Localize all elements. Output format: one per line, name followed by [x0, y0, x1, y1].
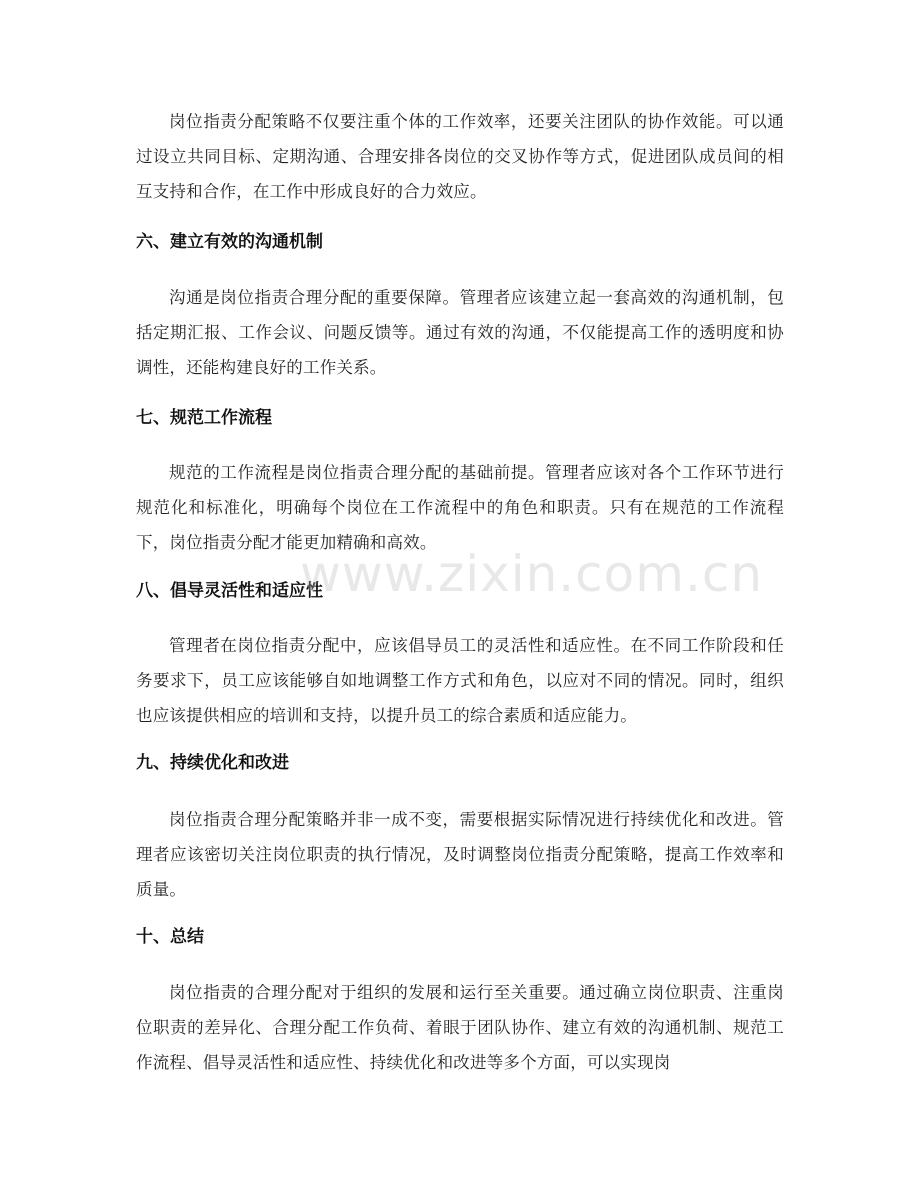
paragraph-workflow: 规范的工作流程是岗位指责合理分配的基础前提。管理者应该对各个工作环节进行规范化和标准化，明确每个岗位在工作流程中的角色和职责。只有在规范的工作流程下，岗位指责分配才能更加精确和高效。 [136, 463, 784, 552]
heading-summary: 十、总结 [136, 927, 204, 947]
paragraph-team-collaboration: 岗位指责分配策略不仅要注重个体的工作效率，还要关注团队的协作效能。可以通过设立共同目标、定期沟通、合理安排各岗位的交叉协作等方式，促进团队成员间的相互支持和合作，在工作中形成良好的合力效应。 [136, 112, 784, 201]
heading-continuous-improvement: 九、持续优化和改进 [136, 753, 289, 773]
heading-standardize-workflow: 七、规范工作流程 [136, 408, 272, 428]
paragraph-flexibility: 管理者在岗位指责分配中，应该倡导员工的灵活性和适应性。在不同工作阶段和任务要求下，员工应该能够自如地调整工作方式和角色，以应对不同的情况。同时，组织也应该提供相应的培训和支持，以提升员工的综合素质和适应能力。 [136, 636, 784, 725]
paragraph-summary: 岗位指责的合理分配对于组织的发展和运行至关重要。通过确立岗位职责、注重岗位职责的差异化、合理分配工作负荷、着眼于团队协作、建立有效的沟通机制、规范工作流程、倡导灵活性和适应性、持续优化和改进等多个方面，可以实现岗 [136, 983, 784, 1072]
paragraph-improvement: 岗位指责合理分配策略并非一成不变，需要根据实际情况进行持续优化和改进。管理者应该密切关注岗位职责的执行情况，及时调整岗位指责分配策略，提高工作效率和质量。 [136, 810, 784, 899]
heading-flexibility-adaptability: 八、倡导灵活性和适应性 [136, 581, 323, 601]
watermark: www.zixin.com.cn [300, 545, 764, 603]
heading-communication-mechanism: 六、建立有效的沟通机制 [136, 232, 323, 252]
paragraph-communication: 沟通是岗位指责合理分配的重要保障。管理者应该建立起一套高效的沟通机制，包括定期汇报、工作会议、问题反馈等。通过有效的沟通，不仅能提高工作的透明度和协调性，还能构建良好的工作关系。 [136, 288, 784, 377]
